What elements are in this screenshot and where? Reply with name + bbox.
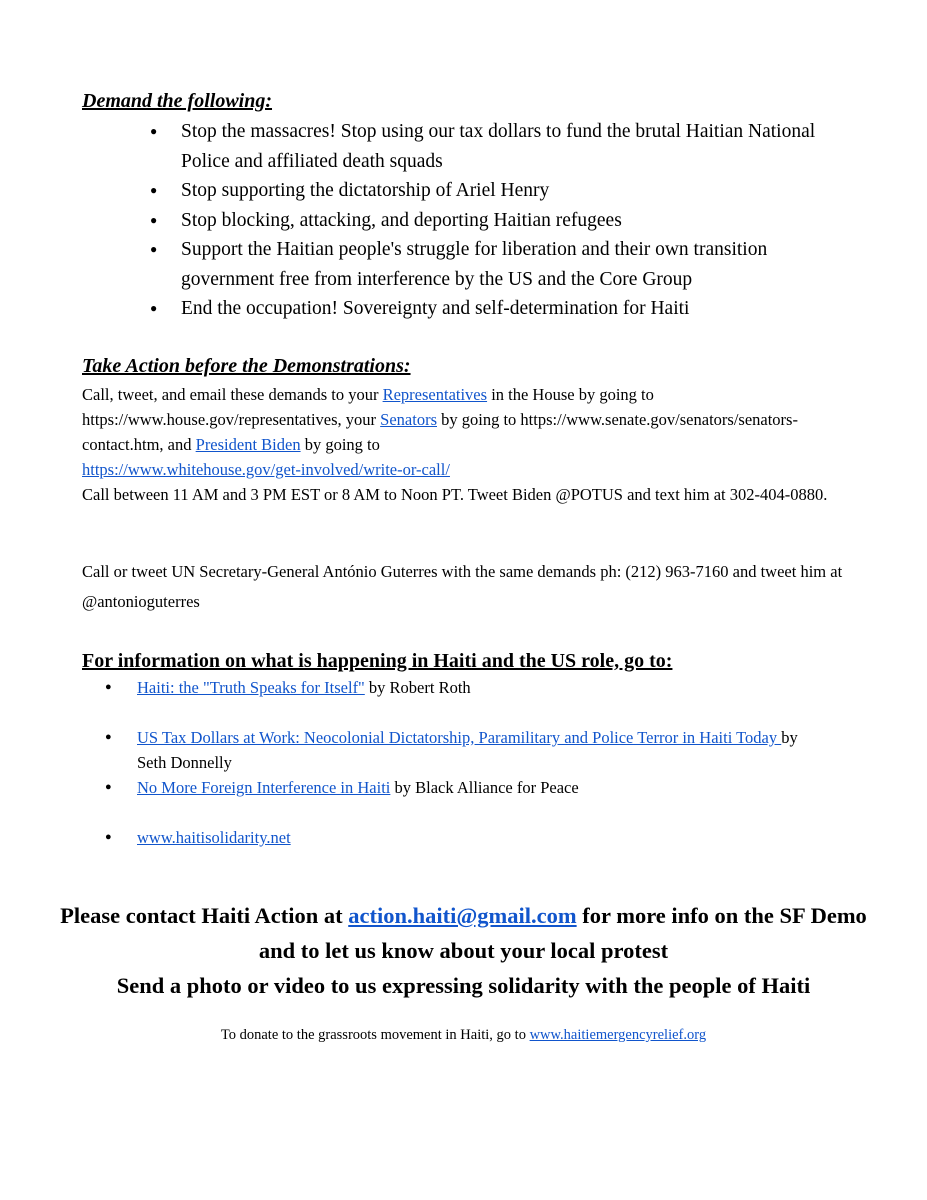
us-tax-dollars-link[interactable]: US Tax Dollars at Work: Neocolonial Dictatorship, Paramilitary and Police Terror in Haiti Today [137,728,782,747]
demand-heading: Demand the following: [82,90,273,112]
info-item: ● No More Foreign Interference in Haiti by Black Alliance for Peace [105,775,825,800]
demand-list [140,117,840,324]
bullet-icon: ● [105,831,112,843]
info-item [105,825,825,850]
truth-speaks-link[interactable]: Haiti: the "Truth Speaks for Itself" [137,678,365,697]
contact-block: Please contact Haiti Action at action.haiti@gmail.com for more info on the SF Demo and to let us know about your local protest Send a photo or video to us expressing solidarity with the people of Haiti [60,903,867,998]
haitisolidarity-link[interactable]: www.haitisolidarity.net [137,828,291,847]
info-item: ● US Tax Dollars at Work: Neocolonial Dictatorship, Paramilitary and Police Terror in Haiti Today by Seth Donnelly [105,725,825,775]
bullet-icon: ● [105,681,112,693]
donate-line: To donate to the grassroots movement in Haiti, go to www.haitiemergencyrelief.org [220,1027,707,1043]
email-link[interactable]: action.haiti@gmail.com [348,903,577,928]
call-times-text: Call between 11 AM and 3 PM EST or 8 AM to Noon PT. Tweet Biden @POTUS and text him at 302-404-0880. [82,485,828,504]
whitehouse-link[interactable]: https://www.whitehouse.gov/get-involved/write-or-call/ [82,460,450,479]
demand-item: ● Stop supporting the dictatorship of Ariel Henry [140,176,840,206]
demand-item: ● Stop the massacres! Stop using our tax dollars to fund the brutal Haitian National Police and affiliated death squads [140,117,840,176]
info-item: ● Haiti: the "Truth Speaks for Itself" by Robert Roth [105,675,825,700]
senators-link[interactable]: Senators [380,410,437,429]
president-biden-link[interactable]: President Biden [195,435,301,454]
donate-link[interactable]: www.haitiemergencyrelief.org [529,1027,707,1043]
take-action-heading: Take Action before the Demonstrations: [82,355,411,377]
bullet-icon: ● [150,301,158,315]
no-more-interference-link[interactable]: No More Foreign Interference in Haiti [137,778,391,797]
action-paragraph: Call, tweet, and email these demands to your Representatives in the House by going to https://www.house.gov/representatives, your Senators by going to https://www.senate.gov/senators/senators-contact.htm, and President Biden by going to https://www.whitehouse.gov/get-involved/write-or-call/ Call between 11 AM and 3 PM EST or 8 AM to Noon PT. Tweet Biden @POTUS and text him at 302-404-0880. [82,385,828,504]
bullet-icon: ● [150,183,158,197]
bullet-icon: ● [150,212,158,227]
bullet-icon: ● [105,781,112,793]
info-heading: For information on what is happening in Haiti and the US role, go to: [82,650,673,672]
bullet-icon: ● [150,242,158,256]
bullet-icon: ● [150,124,158,138]
demand-item: ● Stop blocking, attacking, and deporting Haitian refugees [140,206,840,236]
info-list [105,675,825,850]
representatives-link[interactable]: Representatives [382,385,488,404]
demand-item: ● End the occupation! Sovereignty and self-determination for Haiti [140,294,840,324]
demand-item: ● Support the Haitian people's struggle for liberation and their own transition government free from interference by the US and the Core Group [140,235,840,294]
un-paragraph: Call or tweet UN Secretary-General António Guterres with the same demands ph: (212) 963-7160 and tweet him at @antonioguterres [82,562,843,611]
bullet-icon: ● [105,731,112,743]
